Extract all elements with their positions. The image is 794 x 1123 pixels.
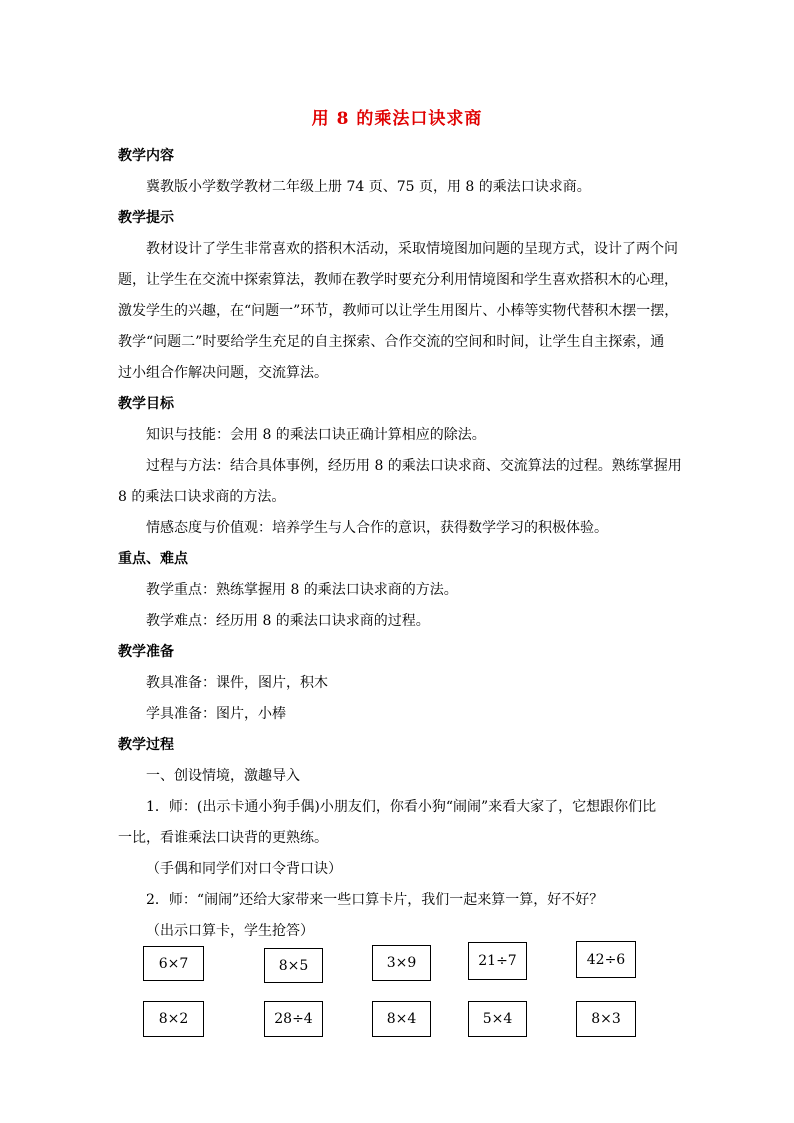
prep-student: 学具准备：图片，小棒 — [146, 706, 286, 722]
calc-card: 6×7 — [143, 946, 204, 981]
calc-card: 3×9 — [372, 945, 431, 981]
step-1-cont: 一比，看谁乘法口诀背的更熟练。 — [118, 830, 328, 846]
goal-knowledge: 知识与技能：会用 8 的乘法口诀正确计算相应的除法。 — [146, 427, 486, 443]
calc-card: 42÷6 — [576, 941, 636, 978]
goal-process: 过程与方法：结合具体事例，经历用 8 的乘法口诀求商、交流算法的过程。熟练掌握用 — [146, 458, 682, 474]
heading-hint: 教学提示 — [118, 210, 174, 226]
difficult-point: 教学难点：经历用 8 的乘法口诀求商的过程。 — [146, 613, 430, 629]
goal-process-cont: 8 的乘法口诀求商的方法。 — [118, 489, 286, 505]
calc-card: 8×3 — [576, 1001, 636, 1037]
step-2: 2．师：“闹闹”还给大家带来一些口算卡片，我们一起来算一算，好不好？ — [146, 892, 604, 908]
step-1: 1．师：(出示卡通小狗手偶)小朋友们，你看小狗“闹闹”来看大家了，它想跟你们比 — [146, 799, 657, 815]
step-heading: 一、创设情境，激趣导入 — [146, 768, 300, 784]
calc-card: 28÷4 — [264, 1001, 323, 1037]
prep-teacher: 教具准备：课件，图片，积木 — [146, 675, 328, 691]
heading-prep: 教学准备 — [118, 644, 174, 660]
step-2-note: （出示口算卡，学生抢答） — [146, 923, 314, 939]
page-title: 用 8 的乘法口诀求商 — [311, 109, 483, 129]
content-text: 冀教版小学数学教材二年级上册 74 页、75 页，用 8 的乘法口诀求商。 — [146, 179, 591, 195]
calc-card: 21÷7 — [468, 942, 527, 980]
calc-card: 8×5 — [264, 948, 323, 983]
calc-card: 8×4 — [372, 1001, 431, 1037]
goal-emotion: 情感态度与价值观：培养学生与人合作的意识，获得数学学习的积极体验。 — [146, 520, 608, 536]
hint-line: 教材设计了学生非常喜欢的搭积木活动，采取情境图加问题的呈现方式，设计了两个问 — [146, 241, 678, 257]
heading-key: 重点、难点 — [118, 551, 188, 567]
hint-line: 激发学生的兴趣，在“问题一”环节，教师可以让学生用图片、小棒等实物代替积木摆一摆， — [118, 303, 679, 319]
step-1-note: （手偶和同学们对口令背口诀） — [146, 861, 342, 877]
key-point: 教学重点：熟练掌握用 8 的乘法口诀求商的方法。 — [146, 582, 458, 598]
hint-line: 过小组合作解决问题，交流算法。 — [118, 365, 328, 381]
hint-line: 教学“问题二”时要给学生充足的自主探索、合作交流的空间和时间，让学生自主探索，通 — [118, 334, 665, 350]
heading-process: 教学过程 — [118, 737, 174, 753]
calc-card: 5×4 — [468, 1001, 527, 1037]
calc-card: 8×2 — [143, 1001, 204, 1037]
heading-goal: 教学目标 — [118, 396, 174, 412]
heading-content: 教学内容 — [118, 148, 174, 164]
hint-line: 题，让学生在交流中探索算法，教师在教学时要充分利用情境图和学生喜欢搭积木的心理， — [118, 272, 678, 288]
